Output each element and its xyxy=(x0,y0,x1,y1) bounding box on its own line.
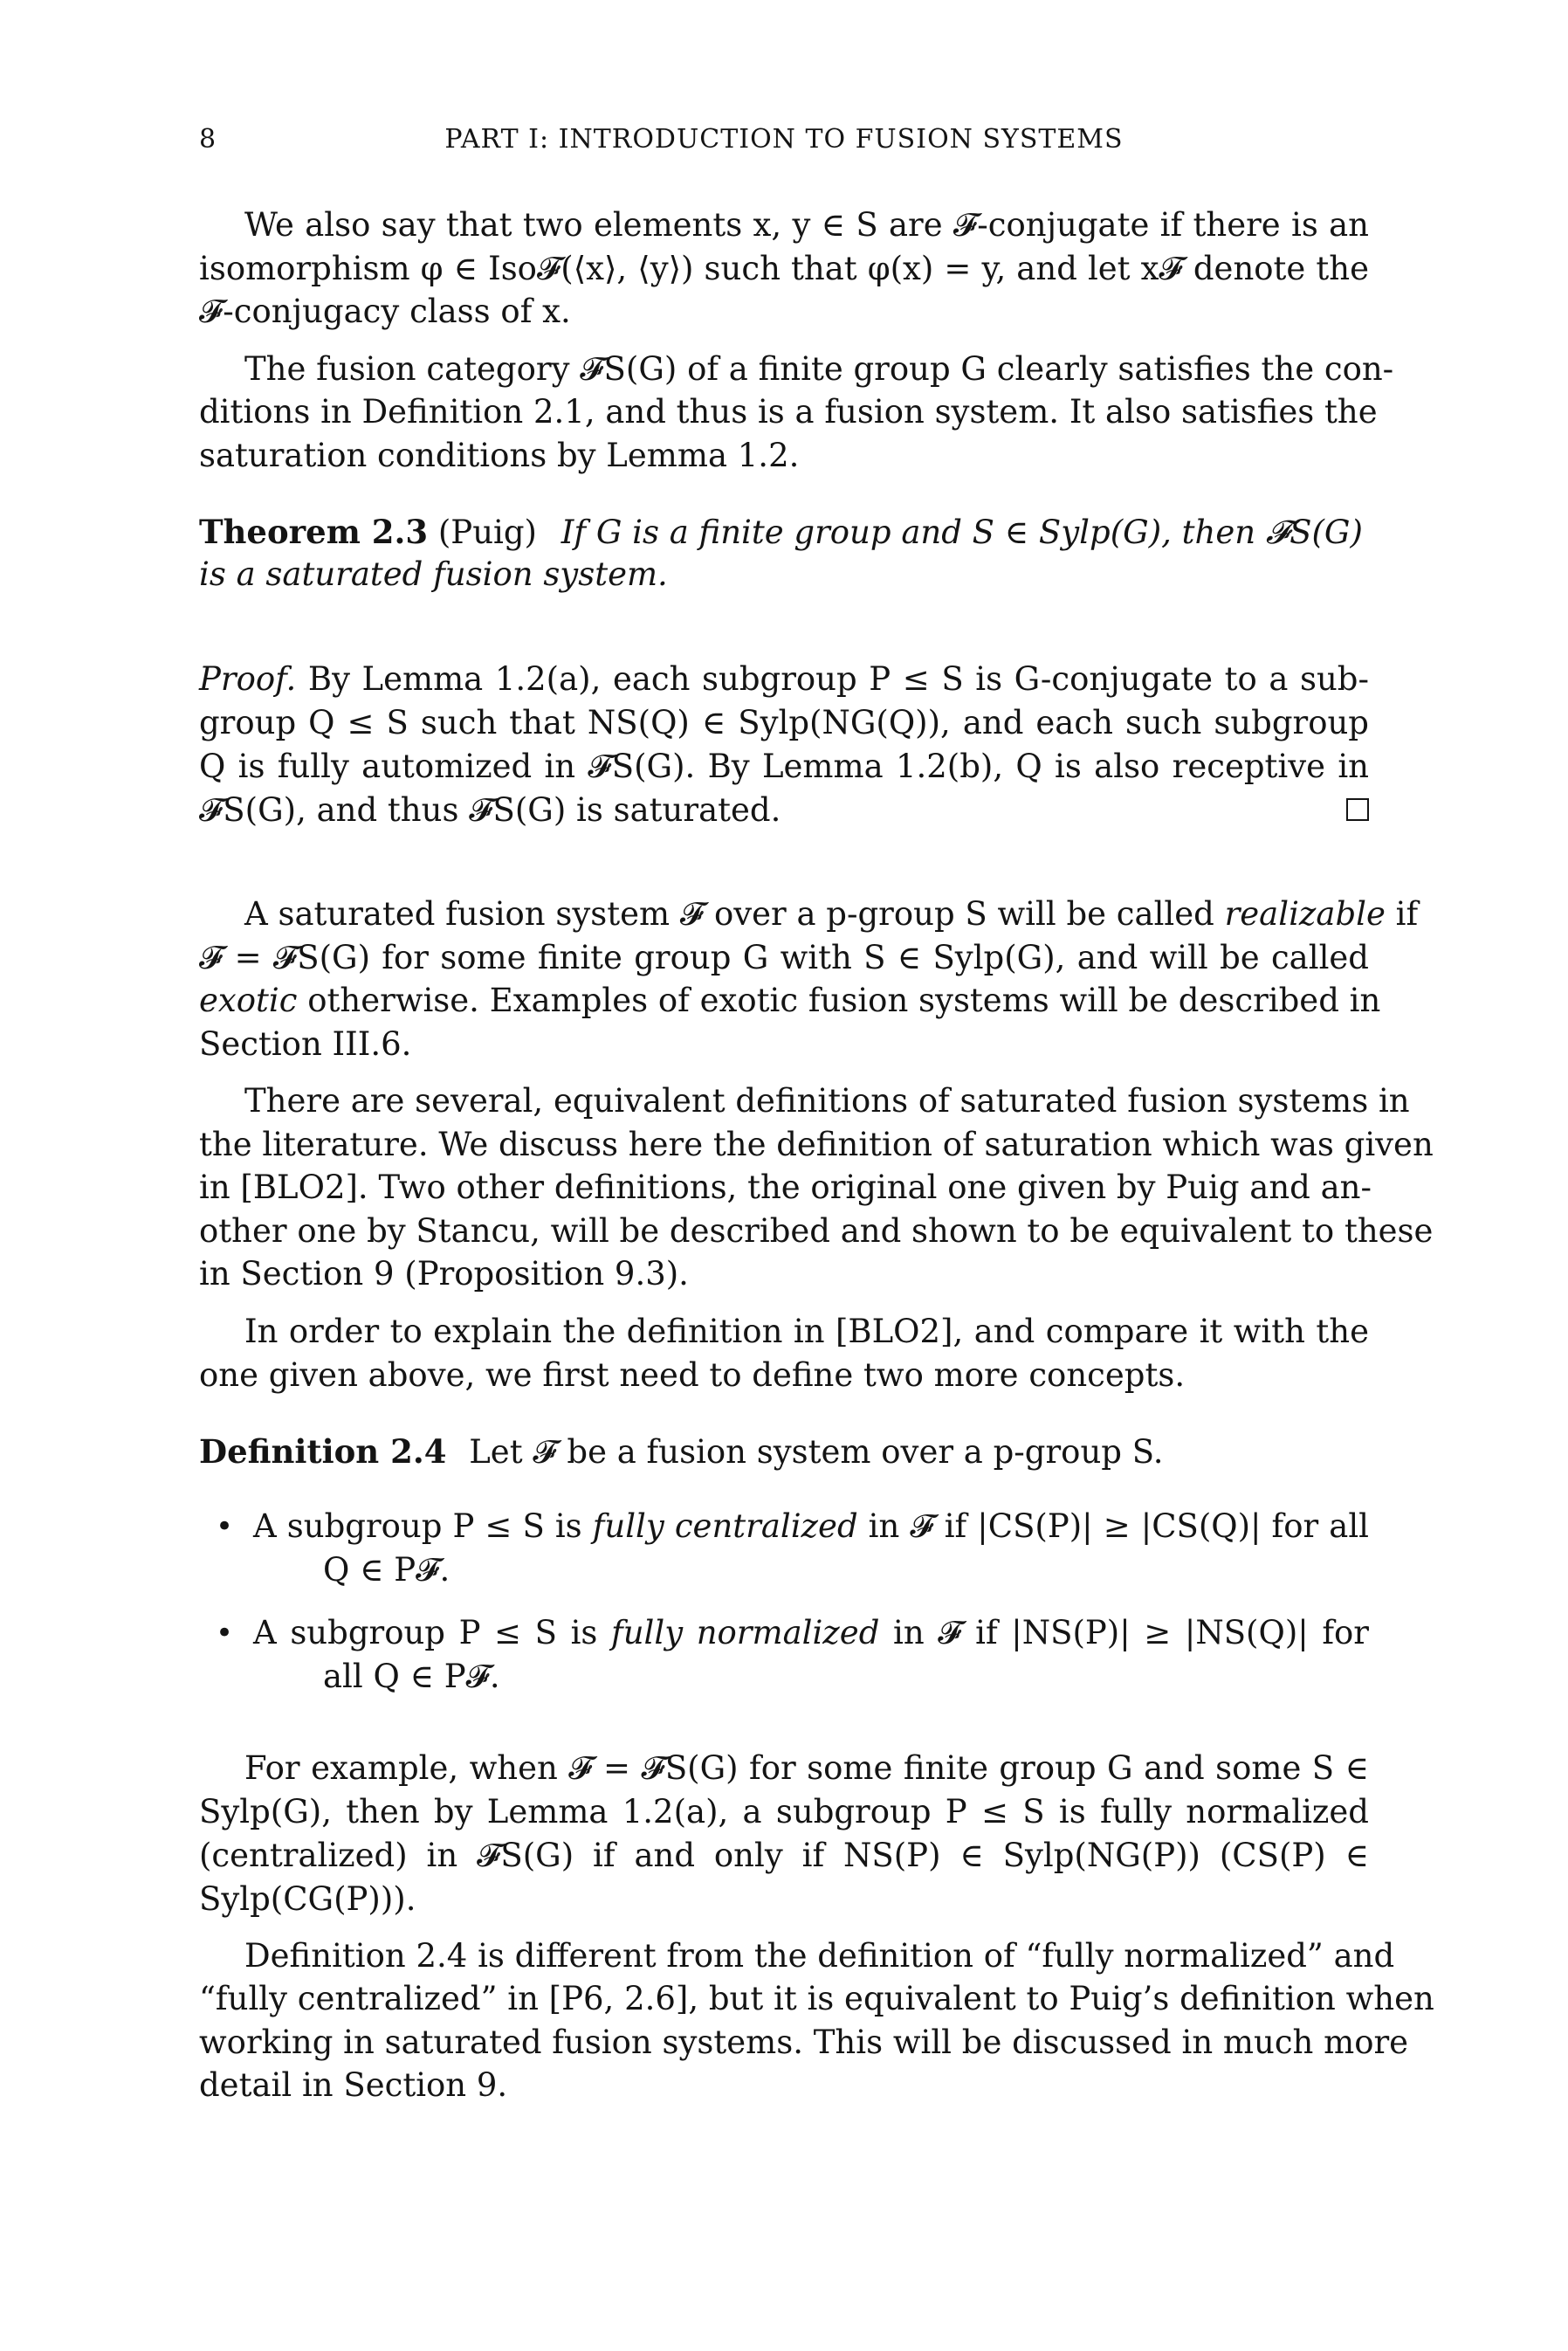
bullet2-line1 xyxy=(253,1611,1369,1655)
bullet2-text: in 𝓕 if |NS(P)| ≥ |NS(Q)| for xyxy=(879,1614,1369,1651)
para3-text: otherwise. Examples of exotic fusion systems will be described in xyxy=(297,982,1381,1019)
proof-end-text: 𝓕S(G), and thus 𝓕S(G) is saturated. xyxy=(199,791,781,829)
para7-line2: “fully centralized” in [P6, 2.6], but it is equivalent to Puig’s definition when xyxy=(199,1980,1434,2017)
bullet-1-icon: • xyxy=(216,1509,234,1544)
running-header: PART I: INTRODUCTION TO FUSION SYSTEMS xyxy=(444,124,1124,155)
para4-line5: in Section 9 (Proposition 9.3). xyxy=(199,1255,689,1293)
para4-line3: in [BLO2]. Two other definitions, the original one given by Puig and an- xyxy=(199,1169,1372,1206)
term-fully-normalized: fully normalized xyxy=(611,1614,880,1651)
para4-line1: There are several, equivalent definitions of saturated fusion systems in xyxy=(244,1082,1410,1120)
para2-line3: saturation conditions by Lemma 1.2. xyxy=(199,437,800,474)
theorem-line2: is a saturated fusion system. xyxy=(199,555,668,593)
qed-square-icon xyxy=(1346,798,1369,821)
para4-line4: other one by Stancu, will be described and shown to be equivalent to these xyxy=(199,1212,1434,1250)
term-exotic: exotic xyxy=(199,982,298,1019)
bullet2-text: A subgroup P ≤ S is xyxy=(253,1614,612,1651)
proof-line1 xyxy=(199,658,1369,701)
para6-line4: Sylp(CG(P))). xyxy=(199,1880,416,1918)
theorem-line1 xyxy=(199,510,1369,554)
para3-line3 xyxy=(199,979,1381,1023)
theorem-attribution: (Puig) xyxy=(437,514,537,551)
para6-line3: (centralized) in 𝓕S(G) if and only if NS(P) ∈ Sylp(NG(P)) (CS(P) ∈ xyxy=(199,1837,1369,1874)
para3-text: if xyxy=(1385,895,1419,933)
para7-line3: working in saturated fusion systems. This will be discussed in much more xyxy=(199,2024,1409,2061)
definition-heading xyxy=(199,1430,1369,1473)
para4-line2: the literature. We discuss here the definition of saturation which was given xyxy=(199,1126,1434,1163)
para3-text: A saturated fusion system 𝓕 over a p-group S will be called xyxy=(244,895,1225,933)
definition-label: Definition 2.4 xyxy=(199,1432,447,1471)
bullet1-line1 xyxy=(253,1505,1369,1548)
para7-line4: detail in Section 9. xyxy=(199,2066,508,2104)
proof-line2: group Q ≤ S such that NS(Q) ∈ Sylp(NG(Q)), and each such subgroup xyxy=(199,704,1369,741)
proof-label: Proof. xyxy=(199,660,297,698)
para3-line2: 𝓕 = 𝓕S(G) for some finite group G with S ∈ Sylp(G), and will be called xyxy=(199,939,1369,976)
para1-line3: 𝓕-conjugacy class of x. xyxy=(199,293,571,330)
bullet-2-icon: • xyxy=(216,1616,234,1651)
theorem-label: Theorem 2.3 xyxy=(199,513,429,551)
para3-line1 xyxy=(244,893,1419,936)
proof-line3: Q is fully automized in 𝓕S(G). By Lemma 1.2(b), Q is also receptive in xyxy=(199,748,1369,785)
para2-line2: ditions in Definition 2.1, and thus is a fusion system. It also satisfies the xyxy=(199,393,1378,431)
term-fully-centralized: fully centralized xyxy=(592,1507,858,1545)
para1-line2: isomorphism φ ∈ Iso𝓕(⟨x⟩, ⟨y⟩) such that φ(x) = y, and let x𝓕 denote the xyxy=(199,250,1369,287)
proof-text: By Lemma 1.2(a), each subgroup P ≤ S is G-conjugate to a sub- xyxy=(307,660,1369,698)
page-number: 8 xyxy=(199,124,217,155)
para5-line1: In order to explain the definition in [BLO2], and compare it with the xyxy=(244,1313,1369,1350)
bullet1-line2: Q ∈ P𝓕. xyxy=(323,1551,450,1589)
para2-line1: The fusion category 𝓕S(G) of a finite group G clearly satisfies the con- xyxy=(244,350,1394,388)
theorem-statement: If G is a finite group and S ∈ Sylp(G), then 𝓕S(G) xyxy=(560,514,1363,551)
bullet2-line2: all Q ∈ P𝓕. xyxy=(323,1658,500,1695)
para7-line1: Definition 2.4 is different from the definition of “fully normalized” and xyxy=(244,1937,1395,1975)
bullet1-text: in 𝓕 if |CS(P)| ≥ |CS(Q)| for all xyxy=(857,1507,1369,1545)
para1-line1: We also say that two elements x, y ∈ S are 𝓕-conjugate if there is an xyxy=(244,206,1369,244)
term-realizable: realizable xyxy=(1224,895,1386,933)
para3-line4: Section III.6. xyxy=(199,1025,412,1063)
para6-line2: Sylp(G), then by Lemma 1.2(a), a subgroup P ≤ S is fully normalized xyxy=(199,1793,1369,1830)
proof-line4 xyxy=(199,789,1369,832)
para6-line1: For example, when 𝓕 = 𝓕S(G) for some finite group G and some S ∈ xyxy=(244,1749,1369,1787)
definition-text: Let 𝓕 be a fusion system over a p-group S. xyxy=(469,1433,1164,1471)
bullet1-text: A subgroup P ≤ S is xyxy=(253,1507,593,1545)
para5-line2: one given above, we first need to define two more concepts. xyxy=(199,1356,1186,1394)
